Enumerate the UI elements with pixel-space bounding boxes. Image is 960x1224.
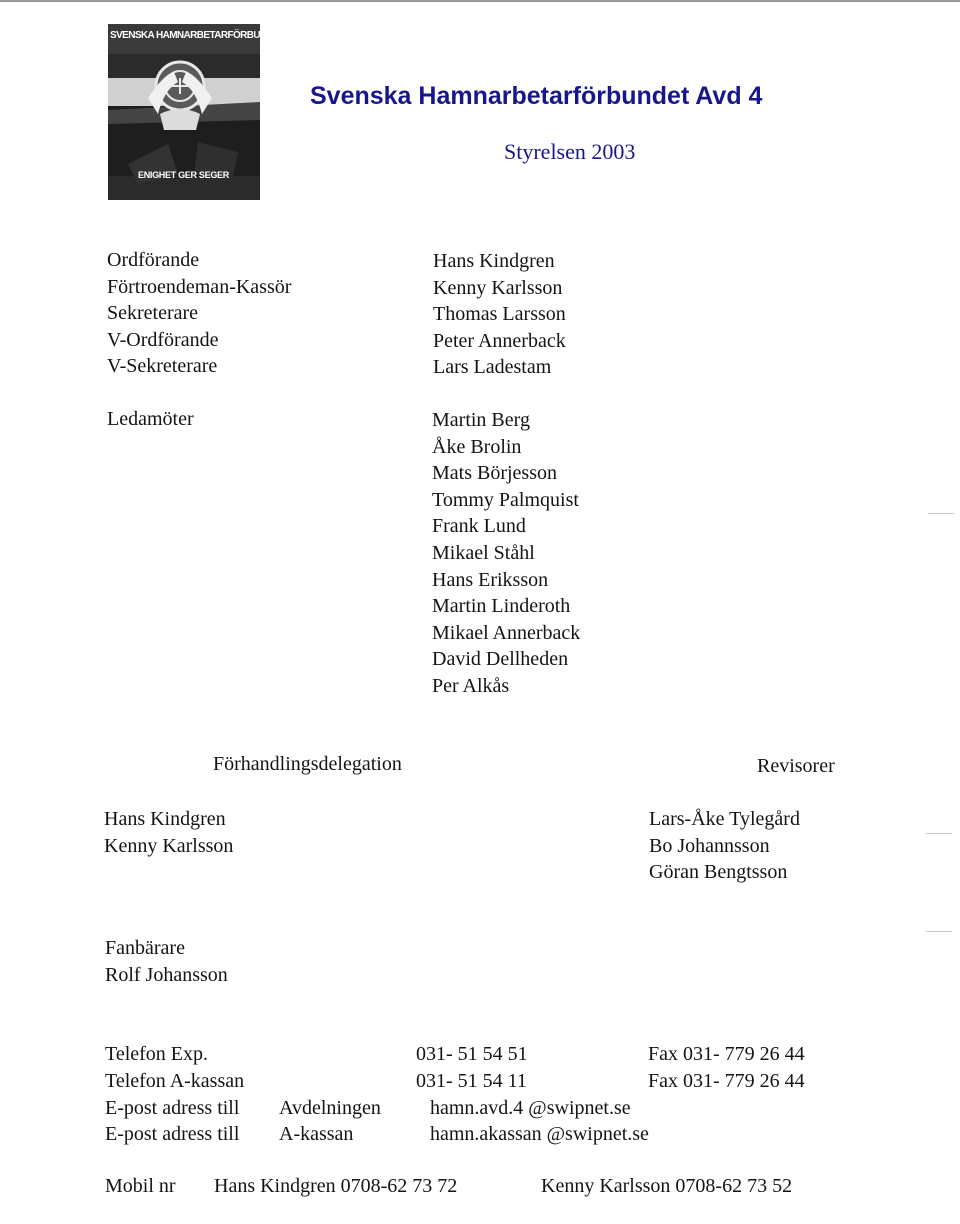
auditor-name: Bo Johannsson <box>649 834 770 857</box>
auditor-name: Göran Bengtsson <box>649 861 788 884</box>
member-name: Frank Lund <box>432 515 526 538</box>
flag-bearer-title: Fanbärare <box>105 937 185 959</box>
email-akassa-link[interactable]: hamn.akassan @swipnet.se <box>430 1123 649 1145</box>
member-name: Åke Brolin <box>432 435 522 458</box>
member-name: Mikael Annerback <box>432 621 581 644</box>
fax-exp-number: Fax 031- 779 26 44 <box>648 1043 805 1065</box>
role-label: Förtroendeman-Kassör <box>107 275 292 298</box>
flag-bearer-name: Rolf Johansson <box>105 963 228 986</box>
board-roles-list <box>107 247 291 380</box>
member-name: Martin Berg <box>432 409 530 431</box>
auditors-list <box>649 806 800 886</box>
page-title: Svenska Hamnarbetarförbundet Avd 4 <box>310 82 763 110</box>
role-label: V-Ordförande <box>107 328 219 351</box>
board-names-list <box>433 248 566 381</box>
board-member-name: Lars Ladestam <box>433 356 552 379</box>
email-avd-link[interactable]: hamn.avd.4 @swipnet.se <box>430 1097 631 1119</box>
role-label: Ordförande <box>107 249 200 271</box>
email-akassa-target: A-kassan <box>279 1123 354 1145</box>
member-name: Hans Eriksson <box>432 568 549 591</box>
member-name: Mikael Ståhl <box>432 541 535 564</box>
phone-exp-label: Telefon Exp. <box>105 1043 209 1065</box>
delegation-list <box>104 806 233 859</box>
phone-exp-number: 031- 51 54 51 <box>416 1043 528 1065</box>
flag-bearer-block <box>105 935 228 988</box>
logo-top-text: SVENSKA HAMNARBETARFÖRBUNDET <box>110 30 285 41</box>
board-member-name: Peter Annerback <box>433 329 566 352</box>
scan-mark <box>926 833 952 834</box>
auditors-title: Revisorer <box>757 755 835 777</box>
delegation-title: Förhandlingsdelegation <box>213 753 402 775</box>
page-subtitle: Styrelsen 2003 <box>504 139 636 164</box>
role-label: Sekreterare <box>107 302 199 325</box>
scan-mark <box>928 513 954 514</box>
member-name: Martin Linderoth <box>432 595 571 618</box>
board-member-name: Hans Kindgren <box>433 250 555 272</box>
scan-mark <box>926 931 952 932</box>
email-avd-label: E-post adress till <box>105 1097 240 1119</box>
role-label: V-Sekreterare <box>107 355 218 378</box>
mobile-entry-kenny: Kenny Karlsson 0708-62 73 52 <box>541 1175 793 1197</box>
logo-bottom-text: ENIGHET GER SEGER <box>138 170 229 180</box>
board-member-name: Thomas Larsson <box>433 303 566 326</box>
delegation-name: Kenny Karlsson <box>104 834 234 857</box>
member-name: Tommy Palmquist <box>432 488 579 511</box>
email-akassa-label: E-post adress till <box>105 1123 240 1145</box>
email-avd-target: Avdelningen <box>279 1097 381 1119</box>
board-member-name: Kenny Karlsson <box>433 276 563 299</box>
delegation-name: Hans Kindgren <box>104 808 226 830</box>
fax-akassa-number: Fax 031- 779 26 44 <box>648 1070 805 1092</box>
auditor-name: Lars-Åke Tylegård <box>649 808 800 830</box>
phone-akassa-number: 031- 51 54 11 <box>416 1070 527 1092</box>
members-label: Ledamöter <box>107 408 194 430</box>
member-name: Mats Börjesson <box>432 462 557 485</box>
page-top-border <box>0 0 960 2</box>
member-name: Per Alkås <box>432 674 510 697</box>
mobile-label: Mobil nr <box>105 1175 176 1197</box>
union-logo <box>108 24 285 200</box>
member-name: David Dellheden <box>432 648 569 671</box>
members-list <box>432 407 580 700</box>
phone-akassa-label: Telefon A-kassan <box>105 1070 245 1092</box>
mobile-entry-hans: Hans Kindgren 0708-62 73 72 <box>214 1175 458 1197</box>
